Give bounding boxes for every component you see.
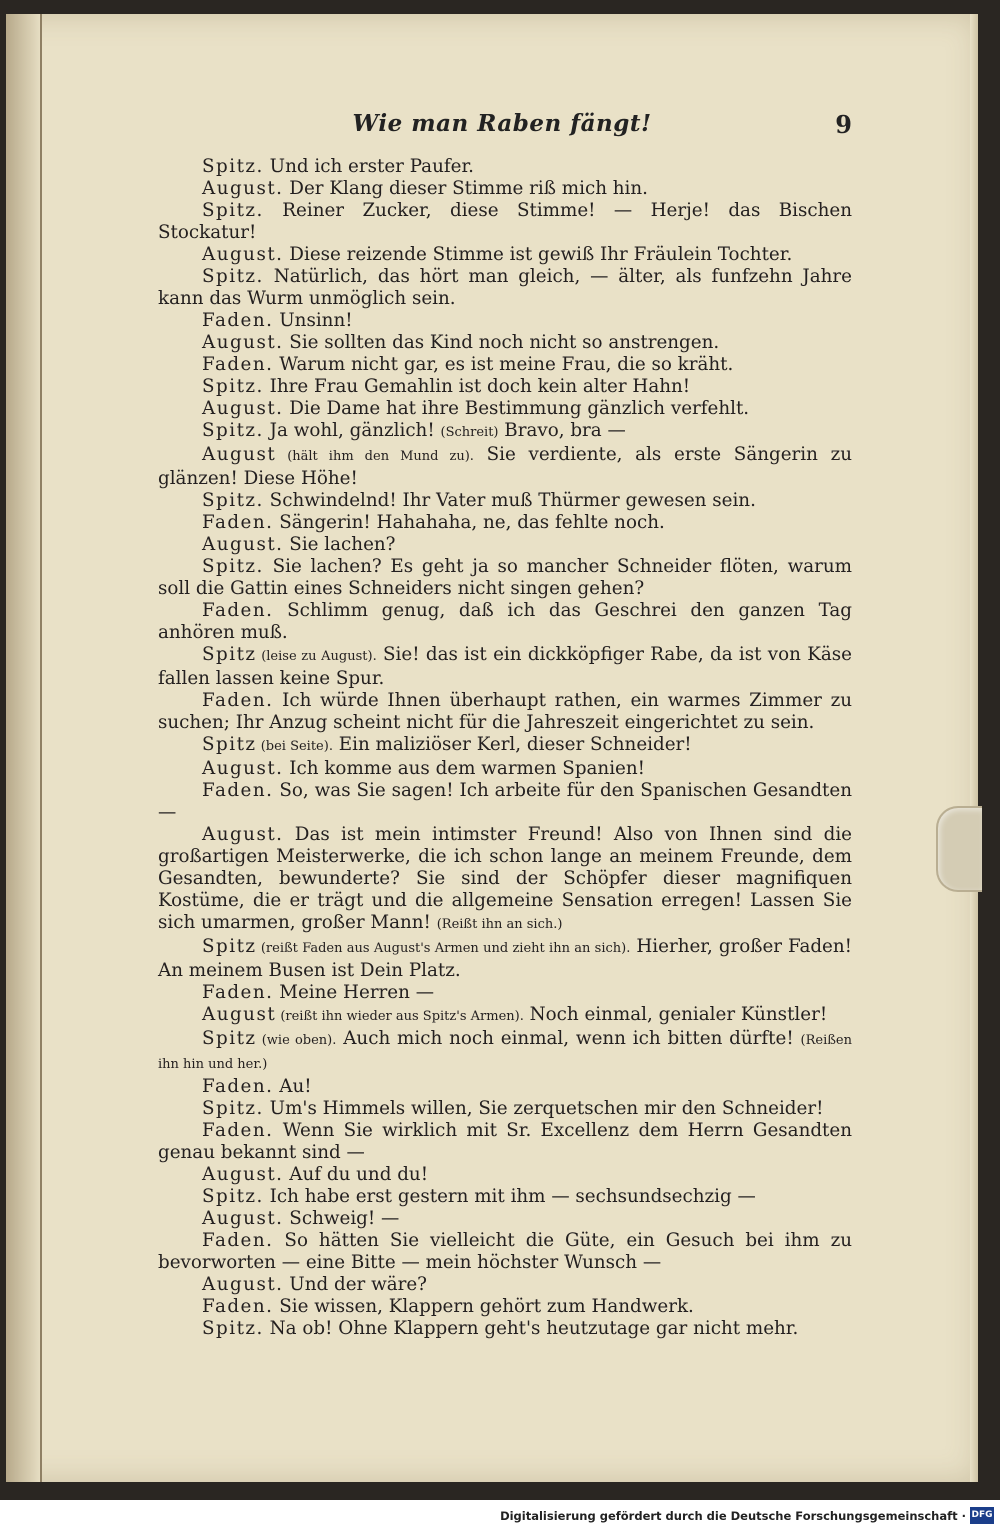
dialogue-line [158, 1028, 852, 1076]
speaker-name: Spitz [202, 1028, 257, 1049]
dialogue-line [158, 600, 852, 644]
stage-direction: (leise zu August). [256, 649, 377, 664]
dialogue-line [158, 1186, 852, 1208]
spoken-text: Unsinn! [273, 310, 353, 331]
dialogue-line [158, 1076, 852, 1098]
spoken-text: Ja wohl, gänzlich! [263, 420, 441, 441]
spoken-text: Schwindelnd! Ihr Vater muß Thürmer gewesen sein. [263, 490, 756, 511]
dialogue-line [158, 178, 852, 200]
spoken-text: Wenn Sie wirklich mit Sr. Excellenz dem Herrn Gesandten genau bekannt sind — [158, 1120, 852, 1163]
dialogue-line [158, 1120, 852, 1164]
spoken-text: Schlimm genug, daß ich das Geschrei den ganzen Tag anhören muß. [158, 600, 852, 643]
dialogue-line [158, 244, 852, 266]
dialogue-line [158, 354, 852, 376]
speaker-name: Faden. [202, 1230, 274, 1251]
dialogue-line [158, 332, 852, 354]
dfg-logo: DFG [970, 1507, 994, 1524]
spoken-text: Sie lachen? [283, 534, 396, 555]
stage-direction: (Schreit) [440, 425, 499, 440]
speaker-name: Spitz. [202, 556, 264, 577]
speaker-name: August. [202, 244, 284, 265]
speaker-name: Spitz. [202, 266, 264, 287]
page-header [152, 108, 852, 144]
gutter-line [40, 14, 42, 1482]
dialogue-line [158, 1274, 852, 1296]
spoken-text: Ihre Frau Gemahlin ist doch kein alter Hahn! [263, 376, 691, 397]
speaker-name: Faden. [202, 982, 274, 1003]
dialogue-line [158, 444, 852, 490]
speaker-name: August. [202, 1274, 284, 1295]
spoken-text: Na ob! Ohne Klappern geht's heutzutage gar nicht mehr. [263, 1318, 799, 1339]
spoken-text: So hätten Sie vielleicht die Güte, ein Gesuch bei ihm zu bevorworten — eine Bitte — mein höchster Wunsch — [158, 1230, 852, 1273]
spoken-text: Reiner Zucker, diese Stimme! — Herje! das Bischen Stockatur! [158, 200, 852, 243]
spoken-text: Bravo, bra — [498, 420, 626, 441]
spoken-text: Sie sollten das Kind noch nicht so anstrengen. [283, 332, 720, 353]
dialogue-line [158, 1208, 852, 1230]
dialogue-line [158, 398, 852, 420]
spoken-text: So, was Sie sagen! Ich arbeite für den Spanischen Gesandten — [158, 780, 852, 823]
spoken-text: Hierher, großer Faden! An meinem Busen ist Dein Platz. [158, 936, 852, 981]
dialogue-line [158, 556, 852, 600]
spoken-text: Ich komme aus dem warmen Spanien! [283, 758, 645, 779]
dialogue-line [158, 690, 852, 734]
page-number: 9 [835, 110, 852, 139]
speaker-name: Spitz [202, 734, 257, 755]
dialogue-line [158, 982, 852, 1004]
dialogue-line [158, 734, 852, 758]
speaker-name: Spitz. [202, 156, 264, 177]
speaker-name: Faden. [202, 354, 274, 375]
spoken-text: Und der wäre? [283, 1274, 427, 1295]
stage-direction: (Reißt ihn an sich.) [436, 917, 563, 932]
stage-direction: (reißt Faden aus August's Armen und zieht ihn an sich). [256, 941, 631, 956]
dialogue-line [158, 1098, 852, 1120]
dialogue-line [158, 1004, 852, 1028]
spoken-text: Der Klang dieser Stimme riß mich hin. [283, 178, 648, 199]
speaker-name: Faden. [202, 512, 274, 533]
speaker-name: Faden. [202, 310, 274, 331]
page-edge [970, 14, 978, 1482]
speaker-name: Spitz. [202, 420, 264, 441]
spoken-text: Die Dame hat ihre Bestimmung gänzlich verfehlt. [283, 398, 750, 419]
spoken-text: Diese reizende Stimme ist gewiß Ihr Fräulein Tochter. [283, 244, 793, 265]
spoken-text: Auf du und du! [283, 1164, 429, 1185]
dialogue-line [158, 1318, 852, 1340]
spoken-text: Ein maliziöser Kerl, dieser Schneider! [332, 734, 692, 755]
speaker-name: August. [202, 824, 284, 845]
speaker-name: August. [202, 1208, 284, 1229]
dialogue-line [158, 936, 852, 982]
speaker-name: August. [202, 1164, 284, 1185]
speaker-name: Faden. [202, 600, 274, 621]
spoken-text: Sie verdiente, als erste Sängerin zu glänzen! Diese Höhe! [158, 444, 852, 489]
stage-direction: (bei Seite). [256, 739, 333, 754]
speaker-name: August. [202, 178, 284, 199]
speaker-name: Faden. [202, 1296, 274, 1317]
dialogue-line [158, 1164, 852, 1186]
speaker-name: Faden. [202, 690, 274, 711]
speaker-name: Faden. [202, 780, 274, 801]
spoken-text: Schweig! — [283, 1208, 400, 1229]
dialogue-line [158, 266, 852, 310]
stage-direction: (hält ihm den Mund zu). [276, 449, 474, 464]
speaker-name: Spitz. [202, 200, 264, 221]
spoken-text: Ich würde Ihnen überhaupt rathen, ein warmes Zimmer zu suchen; Ihr Anzug scheint nicht für die Jahreszeit eingerichtet zu sein. [158, 690, 852, 733]
spoken-text: Auch mich noch einmal, wenn ich bitten dürfte! [336, 1028, 801, 1049]
dialogue-text [158, 156, 852, 1340]
dialogue-line [158, 534, 852, 556]
spoken-text: Meine Herren — [273, 982, 434, 1003]
page-gutter [6, 14, 42, 1482]
spoken-text: Sängerin! Hahahaha, ne, das fehlte noch. [273, 512, 665, 533]
speaker-name: August. [202, 758, 284, 779]
dialogue-line [158, 490, 852, 512]
speaker-name: Spitz. [202, 1098, 264, 1119]
dialogue-line [158, 824, 852, 936]
speaker-name: Spitz. [202, 376, 264, 397]
dialogue-line [158, 420, 852, 444]
funding-note: Digitalisierung gefördert durch die Deutsche Forschungsgemeinschaft · [500, 1509, 966, 1523]
dialogue-line [158, 758, 852, 780]
dialogue-line [158, 376, 852, 398]
spoken-text: Um's Himmels willen, Sie zerquetschen mir den Schneider! [263, 1098, 824, 1119]
speaker-name: August [202, 1004, 277, 1025]
stage-direction: (wie oben). [256, 1033, 337, 1048]
spoken-text: Sie! das ist ein dickköpfiger Rabe, da ist von Käse fallen lassen keine Spur. [158, 644, 852, 689]
spoken-text: Das ist mein intimster Freund! Also von Ihnen sind die großartigen Meisterwerke, die ich schon lange an meinem Freunde, dem Gesandten, bewunderte? Sie sind der Schöpfer dieser magnifiquen Kostüme, die er trägt und die allgemeine Sensation erregen! Lassen Sie sich umarmen, großer Mann! [158, 824, 852, 933]
spoken-text: Warum nicht gar, es ist meine Frau, die so kräht. [273, 354, 734, 375]
spoken-text: Sie lachen? Es geht ja so mancher Schneider flöten, warum soll die Gattin eines Schneiders nicht singen gehen? [158, 556, 852, 599]
spoken-text: Ich habe erst gestern mit ihm — sechsundsechzig — [263, 1186, 756, 1207]
page-tab-marker [936, 806, 982, 892]
spoken-text: Natürlich, das hört man gleich, — älter, als funfzehn Jahre kann das Wurm unmöglich sein. [158, 266, 852, 309]
dialogue-line [158, 200, 852, 244]
speaker-name: Faden. [202, 1076, 274, 1097]
stage-direction: (Reißen ihn hin und her.) [158, 1033, 852, 1072]
dialogue-line [158, 156, 852, 178]
dialogue-line [158, 1230, 852, 1274]
stage-direction: (reißt ihn wieder aus Spitz's Armen). [276, 1009, 524, 1024]
speaker-name: Faden. [202, 1120, 274, 1141]
dialogue-line [158, 644, 852, 690]
dialogue-line [158, 512, 852, 534]
spoken-text: Au! [273, 1076, 312, 1097]
running-title: Wie man Raben fängt! [352, 110, 652, 137]
dialogue-line [158, 310, 852, 332]
speaker-name: Spitz. [202, 490, 264, 511]
speaker-name: August. [202, 534, 284, 555]
spoken-text: Sie wissen, Klappern gehört zum Handwerk. [273, 1296, 694, 1317]
speaker-name: August. [202, 398, 284, 419]
speaker-name: August [202, 444, 277, 465]
dialogue-line [158, 1296, 852, 1318]
spoken-text: Und ich erster Paufer. [263, 156, 474, 177]
spoken-text: Noch einmal, genialer Künstler! [523, 1004, 828, 1025]
speaker-name: Spitz. [202, 1318, 264, 1339]
dialogue-line [158, 780, 852, 824]
speaker-name: August. [202, 332, 284, 353]
speaker-name: Spitz. [202, 1186, 264, 1207]
footer-bar [0, 1500, 1000, 1532]
speaker-name: Spitz [202, 644, 257, 665]
speaker-name: Spitz [202, 936, 257, 957]
